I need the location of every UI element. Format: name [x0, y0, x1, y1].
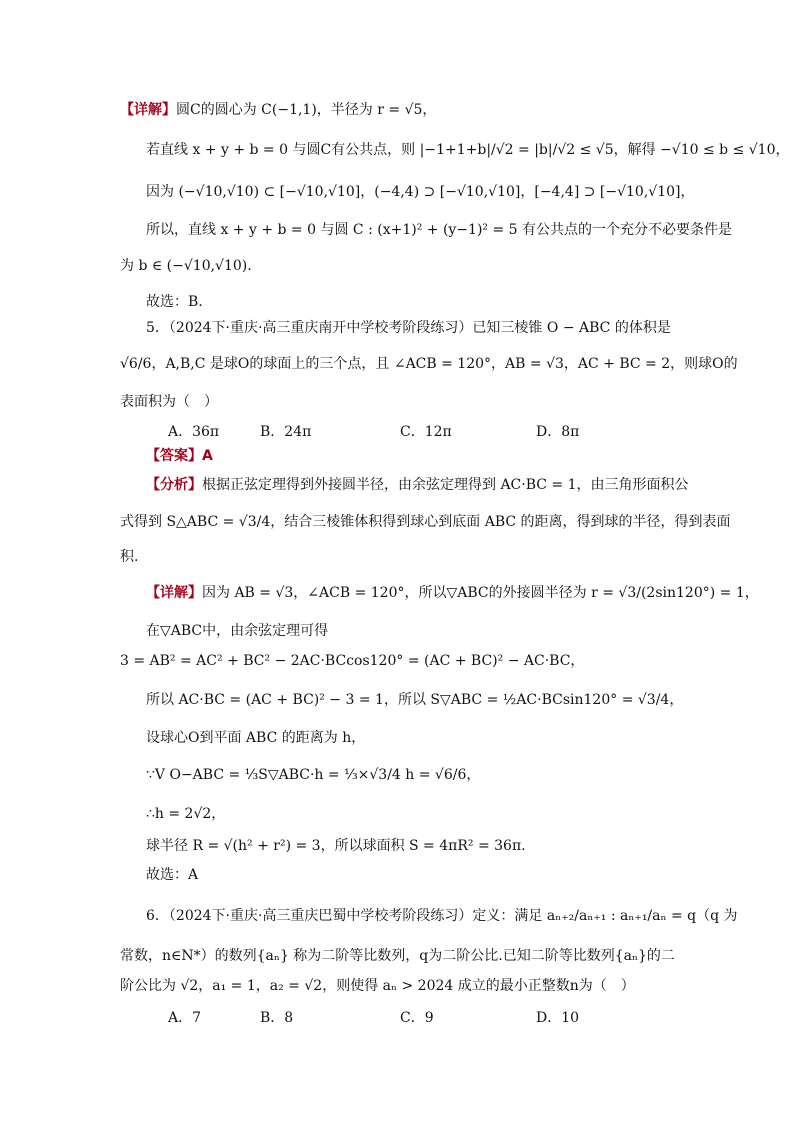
q5-option-a: A．36π [168, 424, 220, 440]
prev-solution-line-1: 【详解】圆C的圆心为 C(−1,1)，半径为 r = √5， [120, 102, 437, 118]
q5-stem-line-1: 5．（2024下·重庆·高三重庆南开中学校考阶段练习）已知三棱锥 O − ABC 的体积是 [146, 320, 671, 336]
q6-option-d: D．10 [536, 1010, 580, 1026]
q5-detail-line-6: ∵V O−ABC = ⅓S▽ABC·h = ⅓×√3/4 h = √6/6， [146, 767, 481, 783]
q5-detail-line-8: 球半径 R = √(h² + r²) = 3，所以球面积 S = 4πR² = 36π. [146, 838, 526, 854]
q5-answer: 【答案】A [146, 448, 213, 464]
q5-detail-line-1: 【详解】因为 AB = √3，∠ACB = 120°，所以▽ABC的外接圆半径为 r = √3/(2sin120°) = 1， [146, 585, 759, 601]
q5-detail-line-2: 在▽ABC中，由余弦定理可得 [146, 623, 329, 639]
prev-choice: 故选：B. [146, 294, 203, 310]
q5-detail-line-7: ∴h = 2√2， [146, 806, 226, 822]
q5-analysis-line-1: 【分析】根据正弦定理得到外接圆半径，由余弦定理得到 AC·BC = 1，由三角形面积公 [146, 477, 689, 493]
prev-solution-line-3: 因为 (−√10,√10) ⊂ [−√10,√10]，(−4,4) ⊃ [−√10,√10]，[−4,4] ⊃ [−√10,√10]， [146, 184, 695, 200]
prev-solution-line-4: 所以，直线 x + y + b = 0 与圆 C : (x+1)² + (y−1)² = 5 有公共点的一个充分不必要条件是 [146, 222, 733, 238]
prev-solution-line-5: 为 b ∈ (−√10,√10). [120, 258, 252, 274]
q5-option-b: B．24π [260, 424, 312, 440]
q6-option-c: C．9 [400, 1010, 434, 1026]
q6-stem-line-3: 阶公比为 √2，a₁ = 1，a₂ = √2，则使得 aₙ > 2024 成立的最小正整数n为（ ） [120, 978, 635, 994]
q5-choice: 故选：A [146, 867, 199, 883]
q5-detail-line-3: 3 = AB² = AC² + BC² − 2AC·BCcos120° = (AC + BC)² − AC·BC， [120, 653, 585, 669]
q6-stem-line-1: 6．（2024下·重庆·高三重庆巴蜀中学校考阶段练习）定义：满足 aₙ₊₂/aₙ₊₁ : aₙ₊₁/aₙ = q（q 为 [146, 908, 738, 924]
q6-option-a: A．7 [168, 1010, 202, 1026]
q5-option-d: D．8π [536, 424, 580, 440]
q5-analysis-line-3: 积. [120, 549, 139, 565]
q5-stem-line-2: √6/6，A,B,C 是球O的球面上的三个点，且 ∠ACB = 120°，AB = √3，AC + BC = 2，则球O的 [120, 356, 738, 372]
q5-option-c: C．12π [400, 424, 452, 440]
q5-detail-line-5: 设球心O到平面 ABC 的距离为 h， [146, 730, 366, 746]
q5-stem-line-3: 表面积为（ ） [120, 394, 218, 410]
prev-solution-line-2: 若直线 x + y + b = 0 与圆C有公共点，则 |−1+1+b|/√2 = |b|/√2 ≤ √5，解得 −√10 ≤ b ≤ √10， [146, 142, 790, 158]
q6-option-b: B．8 [260, 1010, 294, 1026]
q5-detail-line-4: 所以 AC·BC = (AC + BC)² − 3 = 1，所以 S▽ABC = ½AC·BCsin120° = √3/4， [146, 692, 684, 708]
q5-analysis-line-2: 式得到 S△ABC = √3/4，结合三棱锥体积得到球心到底面 ABC 的距离，得到球的半径，得到表面 [120, 514, 731, 530]
q6-stem-line-2: 常数，n∈N*）的数列{aₙ} 称为二阶等比数列，q为二阶公比.已知二阶等比数列{aₙ}的二 [120, 948, 675, 964]
